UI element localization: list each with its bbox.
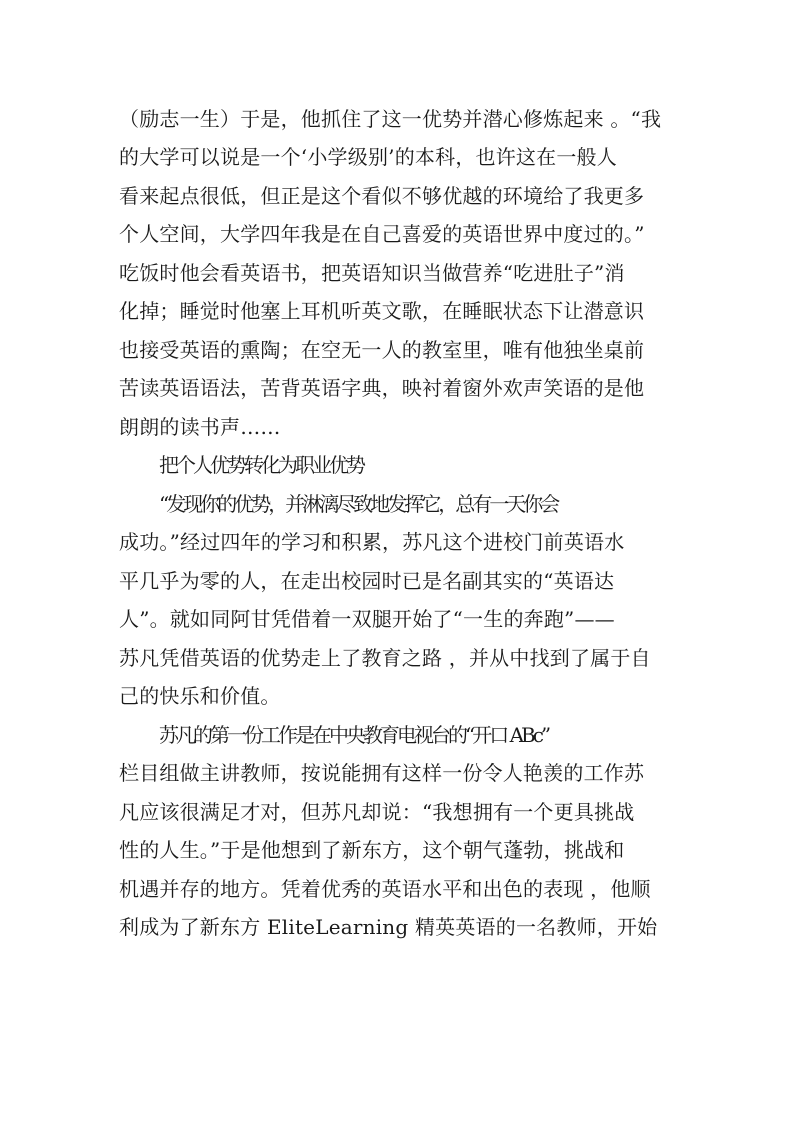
paragraph-line: 苏凡凭借英语的优势走上了教育之路 ，并从中找到了属于自: [119, 646, 651, 670]
paragraph-line: 栏目组做主讲教师，按说能拥有这样一份令人艳羡的工作苏: [119, 761, 645, 785]
paragraph-line: 苦读英语语法，苦背英语字典，映衬着窗外欢声笑语的是他: [119, 376, 645, 400]
paragraph-line: 看来起点很低，但正是这个看似不够优越的环境给了我更多: [119, 184, 645, 208]
paragraph-line: 平几乎为零的人，在走出校园时已是名副其实的“英语达: [119, 569, 615, 593]
paragraph-line: 化掉；睡觉时他塞上耳机听英文歌，在睡眠状态下让潜意识: [119, 299, 645, 323]
paragraph-line: 利成为了新东方 EliteLearning 精英英语的一名教师，开始: [119, 915, 658, 939]
paragraph-line: 个人空间，大学四年我是在自己喜爱的英语世界中度过的。”: [119, 222, 645, 246]
paragraph-line: 凡应该很满足才对，但苏凡却说：“我想拥有一个更具挑战: [119, 800, 635, 824]
paragraph-line: 也接受英语的熏陶；在空无一人的教室里，唯有他独坐桌前: [119, 338, 645, 362]
paragraph-line: 苏凡的第一份工作是在中央教育电视台的“开口 ABc”: [159, 723, 549, 747]
paragraph-line: 己的快乐和价值。: [119, 684, 281, 708]
paragraph-line: （励志一生）于是，他抓住了这一优势并潜心修炼起来 。“我: [119, 107, 662, 131]
paragraph-line: 吃饭时他会看英语书，把英语知识当做营养“吃进肚子”消: [119, 261, 625, 285]
paragraph-line: 成功。”经过四年的学习和积累，苏凡这个进校门前英语水: [119, 530, 625, 554]
paragraph-line: “发现你的优势，并淋漓尽致地发挥它，总有一天你会: [159, 492, 558, 516]
section-heading: 把个人优势转化为职业优势: [159, 453, 363, 477]
paragraph-line: 人”。就如同阿甘凭借着一双腿开始了“一生的奔跑”——: [119, 607, 615, 631]
paragraph-line: 性的人生。”于是他想到了新东方，这个朝气蓬勃，挑战和: [119, 838, 625, 862]
paragraph-line: 机遇并存的地方。凭着优秀的英语水平和出色的表现 ，他顺: [119, 877, 651, 901]
paragraph-line: 朗朗的读书声……: [119, 415, 281, 439]
paragraph-line: 的大学可以说是一个‘小学级别’的本科，也许这在一般人: [119, 145, 617, 169]
